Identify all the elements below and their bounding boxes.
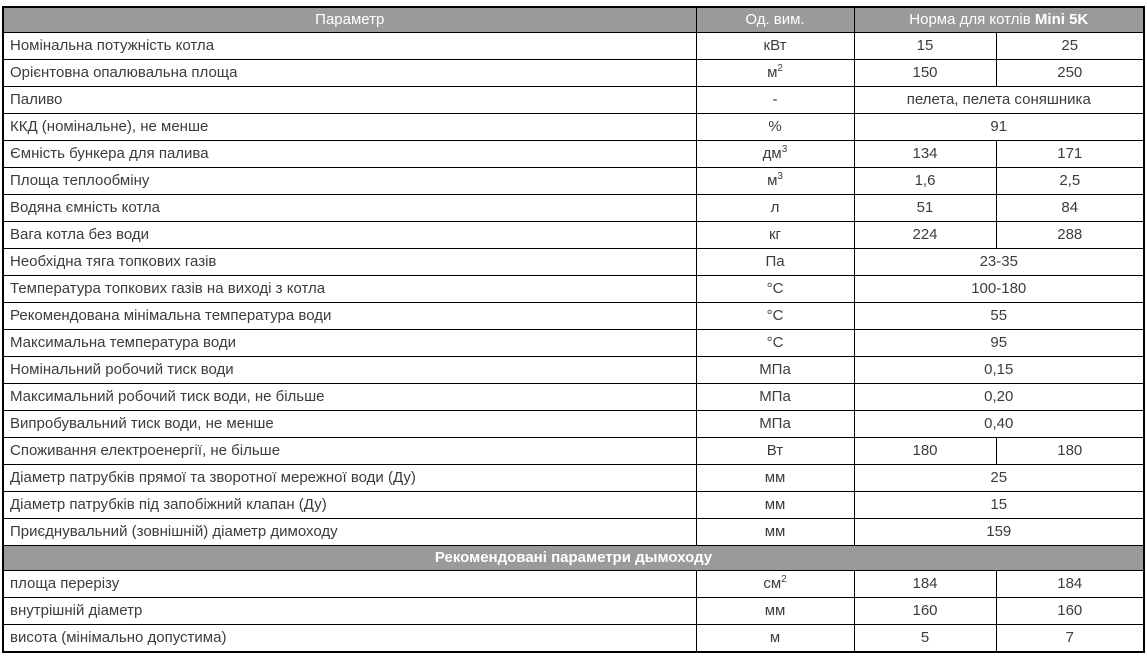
value-cell-2: 250 (996, 60, 1144, 87)
unit-cell: $см^2$ (696, 571, 854, 598)
param-cell: Рекомендована мінімальна температура води (3, 303, 696, 330)
unit-superscript: 3 (781, 143, 788, 155)
unit-cell: кг (696, 222, 854, 249)
table-row (3, 598, 1144, 625)
value-cell-2: 288 (996, 222, 1144, 249)
table-header-row (3, 7, 1144, 33)
value-cell-2: 180 (996, 438, 1144, 465)
table-row (3, 222, 1144, 249)
unit-cell: Вт (696, 438, 854, 465)
table-row (3, 438, 1144, 465)
table-row (3, 465, 1144, 492)
param-cell: площа перерізу (3, 571, 696, 598)
value-cell-1: 15 (854, 33, 996, 60)
unit-cell: мм (696, 598, 854, 625)
table-row (3, 384, 1144, 411)
param-cell: Номінальна потужність котла (3, 33, 696, 60)
header-norm-prefix: Норма для котлів (909, 10, 1035, 28)
param-cell: Орієнтовна опалювальна площа (3, 60, 696, 87)
table-row (3, 519, 1144, 546)
unit-superscript: 2 (777, 62, 783, 74)
table-row (3, 195, 1144, 222)
table-row (3, 87, 1144, 114)
param-cell: Водяна ємність котла (3, 195, 696, 222)
param-cell: Площа теплообміну (3, 168, 696, 195)
table-row (3, 114, 1144, 141)
table-row (3, 168, 1144, 195)
param-cell: Паливо (3, 87, 696, 114)
unit-cell: $м^3$ (696, 168, 854, 195)
value-cell-1: 134 (854, 141, 996, 168)
value-cell-2: 7 (996, 625, 1144, 653)
table-row (3, 249, 1144, 276)
table-row (3, 492, 1144, 519)
param-cell: Вага котла без води (3, 222, 696, 249)
unit-cell: мм (696, 465, 854, 492)
value-cell-1: 150 (854, 60, 996, 87)
unit-cell: °С (696, 303, 854, 330)
param-cell: внутрішній діаметр (3, 598, 696, 625)
param-cell: Споживання електроенергії, не більше (3, 438, 696, 465)
table-row (3, 33, 1144, 60)
param-cell: Приєднувальний (зовнішній) діаметр димоходу (3, 519, 696, 546)
value-cell-2: 25 (996, 33, 1144, 60)
unit-cell: л (696, 195, 854, 222)
header-parameter: Параметр (3, 7, 696, 33)
table-row (3, 276, 1144, 303)
table-row (3, 625, 1144, 653)
table-row (3, 141, 1144, 168)
unit-superscript: 2 (781, 573, 787, 585)
table-row (3, 357, 1144, 384)
unit-cell: $м^2$ (696, 60, 854, 87)
param-cell: Ємність бункера для палива (3, 141, 696, 168)
param-cell: висота (мінімально допустима) (3, 625, 696, 653)
value-cell-1: 5 (854, 625, 996, 653)
value-cell-1: 160 (854, 598, 996, 625)
value-cell-merged: 25 (854, 465, 1144, 492)
table-row (3, 411, 1144, 438)
value-cell-1: 180 (854, 438, 996, 465)
value-cell-merged: 91 (854, 114, 1144, 141)
unit-cell: мм (696, 492, 854, 519)
table-row (3, 571, 1144, 598)
value-cell-merged: 0,20 (854, 384, 1144, 411)
value-cell-merged: 95 (854, 330, 1144, 357)
unit-cell: м (696, 625, 854, 653)
param-cell: Максимальний робочий тиск води, не більше (3, 384, 696, 411)
value-cell-2: 171 (996, 141, 1144, 168)
value-cell-2: 2,5 (996, 168, 1144, 195)
boiler-spec-table (2, 6, 1145, 653)
value-cell-merged: 159 (854, 519, 1144, 546)
param-cell: Температура топкових газів на виході з котла (3, 276, 696, 303)
table-row (3, 330, 1144, 357)
unit-cell: мм (696, 519, 854, 546)
unit-cell: $дм^3$ (696, 141, 854, 168)
value-cell-1: 184 (854, 571, 996, 598)
unit-cell: кВт (696, 33, 854, 60)
section-header-row (3, 546, 1144, 571)
value-cell-merged: пелета, пелета соняшника (854, 87, 1144, 114)
value-cell-merged: 100-180 (854, 276, 1144, 303)
value-cell-2: 160 (996, 598, 1144, 625)
param-cell: Необхідна тяга топкових газів (3, 249, 696, 276)
param-cell: Діаметр патрубків під запобіжний клапан (Ду) (3, 492, 696, 519)
param-cell: Максимальна температура води (3, 330, 696, 357)
header-norm-model: Mini 5K (1034, 10, 1089, 28)
section-header-chimney: Рекомендовані параметри дымоходу (3, 546, 1144, 571)
value-cell-merged: 15 (854, 492, 1144, 519)
unit-cell: МПа (696, 411, 854, 438)
param-cell: Випробувальний тиск води, не менше (3, 411, 696, 438)
value-cell-merged: 23-35 (854, 249, 1144, 276)
value-cell-merged: 0,40 (854, 411, 1144, 438)
param-cell: Діаметр патрубків прямої та зворотної мережної води (Ду) (3, 465, 696, 492)
unit-cell: % (696, 114, 854, 141)
unit-cell: МПа (696, 384, 854, 411)
param-cell: ККД (номінальне), не менше (3, 114, 696, 141)
header-unit: Од. вим. (696, 7, 854, 33)
unit-cell: °С (696, 330, 854, 357)
value-cell-1: 51 (854, 195, 996, 222)
value-cell-merged: 55 (854, 303, 1144, 330)
unit-cell: Па (696, 249, 854, 276)
table-row (3, 60, 1144, 87)
unit-cell: - (696, 87, 854, 114)
unit-cell: °С (696, 276, 854, 303)
value-cell-1: 224 (854, 222, 996, 249)
unit-cell: МПа (696, 357, 854, 384)
value-cell-1: 1,6 (854, 168, 996, 195)
header-norm (854, 7, 1144, 33)
param-cell: Номінальний робочий тиск води (3, 357, 696, 384)
table-row (3, 303, 1144, 330)
value-cell-2: 84 (996, 195, 1144, 222)
unit-superscript: 3 (777, 170, 783, 182)
value-cell-merged: 0,15 (854, 357, 1144, 384)
value-cell-2: 184 (996, 571, 1144, 598)
